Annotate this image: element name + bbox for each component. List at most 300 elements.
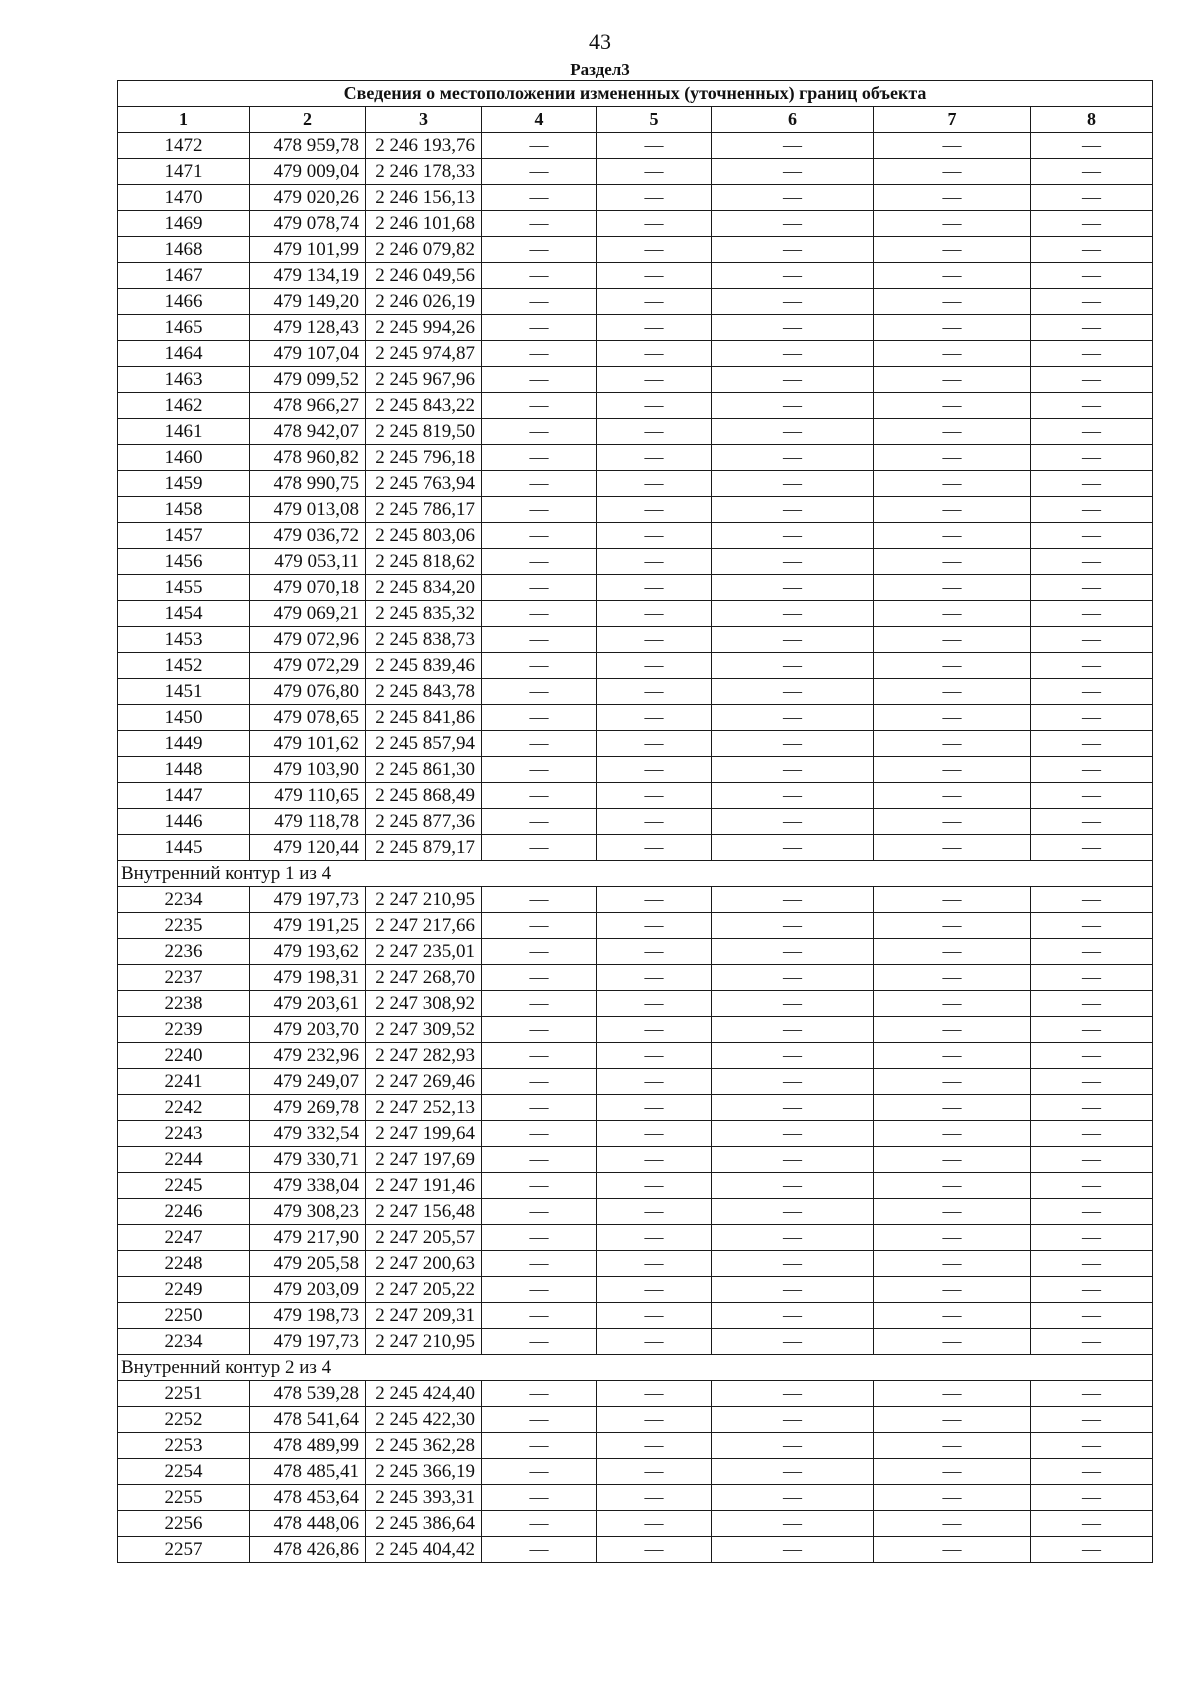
x-coordinate-cell: 479 269,78 [250,1095,366,1121]
empty-value-cell: — [597,1251,712,1277]
table-row [118,263,1153,289]
point-number-cell: 1456 [118,549,250,575]
table-row [118,367,1153,393]
x-coordinate-cell: 479 149,20 [250,289,366,315]
y-coordinate-cell: 2 247 268,70 [366,965,482,991]
empty-value-cell: — [482,705,597,731]
table-row [118,783,1153,809]
empty-value-cell: — [482,523,597,549]
empty-value-cell: — [597,783,712,809]
point-number-cell: 2234 [118,1329,250,1355]
y-coordinate-cell: 2 246 026,19 [366,289,482,315]
y-coordinate-cell: 2 246 156,13 [366,185,482,211]
x-coordinate-cell: 479 110,65 [250,783,366,809]
empty-value-cell: — [874,1121,1031,1147]
empty-value-cell: — [597,1043,712,1069]
column-header: 1 [118,107,250,133]
empty-value-cell: — [1031,289,1153,315]
empty-value-cell: — [1031,939,1153,965]
empty-value-cell: — [874,991,1031,1017]
empty-value-cell: — [597,1017,712,1043]
empty-value-cell: — [874,1329,1031,1355]
empty-value-cell: — [712,1511,874,1537]
table-title: Сведения о местоположении измененных (уточненных) границ объекта [118,81,1153,107]
empty-value-cell: — [874,471,1031,497]
x-coordinate-cell: 478 990,75 [250,471,366,497]
table-row [118,1225,1153,1251]
empty-value-cell: — [712,1095,874,1121]
x-coordinate-cell: 479 338,04 [250,1173,366,1199]
table-row [118,211,1153,237]
empty-value-cell: — [1031,1329,1153,1355]
empty-value-cell: — [597,1459,712,1485]
table-row [118,1407,1153,1433]
x-coordinate-cell: 479 198,73 [250,1303,366,1329]
table-row [118,679,1153,705]
empty-value-cell: — [482,549,597,575]
empty-value-cell: — [482,315,597,341]
contour-label: Внутренний контур 2 из 4 [118,1355,1153,1381]
empty-value-cell: — [482,601,597,627]
empty-value-cell: — [712,1485,874,1511]
empty-value-cell: — [874,757,1031,783]
point-number-cell: 1446 [118,809,250,835]
empty-value-cell: — [712,419,874,445]
empty-value-cell: — [597,757,712,783]
table-row [118,419,1153,445]
empty-value-cell: — [712,289,874,315]
empty-value-cell: — [874,809,1031,835]
point-number-cell: 1468 [118,237,250,263]
empty-value-cell: — [1031,1095,1153,1121]
table-row [118,809,1153,835]
empty-value-cell: — [1031,1069,1153,1095]
empty-value-cell: — [1031,1433,1153,1459]
x-coordinate-cell: 478 942,07 [250,419,366,445]
empty-value-cell: — [874,1043,1031,1069]
empty-value-cell: — [712,757,874,783]
empty-value-cell: — [712,185,874,211]
empty-value-cell: — [597,731,712,757]
empty-value-cell: — [597,367,712,393]
empty-value-cell: — [597,601,712,627]
x-coordinate-cell: 479 330,71 [250,1147,366,1173]
empty-value-cell: — [1031,1251,1153,1277]
empty-value-cell: — [597,1433,712,1459]
empty-value-cell: — [1031,809,1153,835]
empty-value-cell: — [1031,1199,1153,1225]
table-row [118,1277,1153,1303]
point-number-cell: 2256 [118,1511,250,1537]
empty-value-cell: — [482,1329,597,1355]
x-coordinate-cell: 478 959,78 [250,133,366,159]
point-number-cell: 1457 [118,523,250,549]
x-coordinate-cell: 479 191,25 [250,913,366,939]
empty-value-cell: — [712,991,874,1017]
empty-value-cell: — [1031,887,1153,913]
empty-value-cell: — [1031,1147,1153,1173]
empty-value-cell: — [874,159,1031,185]
empty-value-cell: — [712,133,874,159]
table-row [118,549,1153,575]
empty-value-cell: — [482,731,597,757]
empty-value-cell: — [874,315,1031,341]
x-coordinate-cell: 479 120,44 [250,835,366,861]
empty-value-cell: — [482,159,597,185]
empty-value-cell: — [874,705,1031,731]
empty-value-cell: — [1031,783,1153,809]
x-coordinate-cell: 479 099,52 [250,367,366,393]
empty-value-cell: — [874,523,1031,549]
empty-value-cell: — [1031,1277,1153,1303]
point-number-cell: 2238 [118,991,250,1017]
y-coordinate-cell: 2 247 156,48 [366,1199,482,1225]
empty-value-cell: — [874,1147,1031,1173]
point-number-cell: 2239 [118,1017,250,1043]
point-number-cell: 2257 [118,1537,250,1563]
empty-value-cell: — [597,835,712,861]
empty-value-cell: — [1031,991,1153,1017]
empty-value-cell: — [482,809,597,835]
empty-value-cell: — [597,939,712,965]
empty-value-cell: — [712,1017,874,1043]
column-header-row [118,107,1153,133]
empty-value-cell: — [482,133,597,159]
point-number-cell: 1450 [118,705,250,731]
empty-value-cell: — [597,549,712,575]
y-coordinate-cell: 2 247 197,69 [366,1147,482,1173]
empty-value-cell: — [712,159,874,185]
empty-value-cell: — [712,549,874,575]
empty-value-cell: — [874,913,1031,939]
empty-value-cell: — [1031,1407,1153,1433]
empty-value-cell: — [482,393,597,419]
empty-value-cell: — [874,835,1031,861]
empty-value-cell: — [1031,965,1153,991]
table-row [118,289,1153,315]
empty-value-cell: — [482,1121,597,1147]
empty-value-cell: — [874,497,1031,523]
table-row [118,159,1153,185]
y-coordinate-cell: 2 245 838,73 [366,627,482,653]
empty-value-cell: — [597,913,712,939]
empty-value-cell: — [874,367,1031,393]
table-row [118,1069,1153,1095]
empty-value-cell: — [874,1251,1031,1277]
empty-value-cell: — [597,445,712,471]
empty-value-cell: — [1031,471,1153,497]
empty-value-cell: — [597,159,712,185]
empty-value-cell: — [1031,705,1153,731]
empty-value-cell: — [597,887,712,913]
y-coordinate-cell: 2 245 819,50 [366,419,482,445]
empty-value-cell: — [482,445,597,471]
point-number-cell: 1471 [118,159,250,185]
empty-value-cell: — [712,939,874,965]
point-number-cell: 2253 [118,1433,250,1459]
y-coordinate-cell: 2 245 818,62 [366,549,482,575]
empty-value-cell: — [1031,315,1153,341]
y-coordinate-cell: 2 245 843,22 [366,393,482,419]
empty-value-cell: — [597,991,712,1017]
empty-value-cell: — [712,601,874,627]
empty-value-cell: — [874,1225,1031,1251]
y-coordinate-cell: 2 246 101,68 [366,211,482,237]
table-title-row [118,81,1153,107]
y-coordinate-cell: 2 245 861,30 [366,757,482,783]
empty-value-cell: — [874,1381,1031,1407]
x-coordinate-cell: 478 448,06 [250,1511,366,1537]
empty-value-cell: — [597,965,712,991]
empty-value-cell: — [1031,627,1153,653]
y-coordinate-cell: 2 246 049,56 [366,263,482,289]
empty-value-cell: — [712,1381,874,1407]
point-number-cell: 2255 [118,1485,250,1511]
empty-value-cell: — [597,1277,712,1303]
x-coordinate-cell: 479 036,72 [250,523,366,549]
y-coordinate-cell: 2 245 422,30 [366,1407,482,1433]
empty-value-cell: — [712,341,874,367]
y-coordinate-cell: 2 245 835,32 [366,601,482,627]
empty-value-cell: — [482,1147,597,1173]
empty-value-cell: — [1031,835,1153,861]
table-row [118,1199,1153,1225]
point-number-cell: 1461 [118,419,250,445]
empty-value-cell: — [597,185,712,211]
point-number-cell: 2242 [118,1095,250,1121]
empty-value-cell: — [712,783,874,809]
empty-value-cell: — [597,627,712,653]
empty-value-cell: — [597,653,712,679]
empty-value-cell: — [597,1173,712,1199]
x-coordinate-cell: 479 078,65 [250,705,366,731]
empty-value-cell: — [1031,523,1153,549]
empty-value-cell: — [482,939,597,965]
table-row [118,991,1153,1017]
empty-value-cell: — [597,1537,712,1563]
contour-row [118,1355,1153,1381]
empty-value-cell: — [1031,679,1153,705]
point-number-cell: 1469 [118,211,250,237]
point-number-cell: 2251 [118,1381,250,1407]
empty-value-cell: — [482,1017,597,1043]
y-coordinate-cell: 2 247 308,92 [366,991,482,1017]
point-number-cell: 1459 [118,471,250,497]
empty-value-cell: — [482,887,597,913]
empty-value-cell: — [1031,263,1153,289]
empty-value-cell: — [597,289,712,315]
x-coordinate-cell: 479 009,04 [250,159,366,185]
empty-value-cell: — [874,1095,1031,1121]
x-coordinate-cell: 479 193,62 [250,939,366,965]
x-coordinate-cell: 479 103,90 [250,757,366,783]
empty-value-cell: — [874,1407,1031,1433]
empty-value-cell: — [597,809,712,835]
x-coordinate-cell: 479 217,90 [250,1225,366,1251]
empty-value-cell: — [482,679,597,705]
empty-value-cell: — [482,471,597,497]
column-header: 6 [712,107,874,133]
table-row [118,1017,1153,1043]
empty-value-cell: — [482,497,597,523]
empty-value-cell: — [874,1433,1031,1459]
y-coordinate-cell: 2 245 803,06 [366,523,482,549]
point-number-cell: 1465 [118,315,250,341]
empty-value-cell: — [482,1433,597,1459]
empty-value-cell: — [482,211,597,237]
empty-value-cell: — [874,445,1031,471]
empty-value-cell: — [1031,601,1153,627]
table-row [118,1537,1153,1563]
table-row [118,133,1153,159]
empty-value-cell: — [482,965,597,991]
empty-value-cell: — [712,731,874,757]
contour-label: Внутренний контур 1 из 4 [118,861,1153,887]
point-number-cell: 1454 [118,601,250,627]
x-coordinate-cell: 478 966,27 [250,393,366,419]
x-coordinate-cell: 479 249,07 [250,1069,366,1095]
empty-value-cell: — [482,627,597,653]
x-coordinate-cell: 479 232,96 [250,1043,366,1069]
x-coordinate-cell: 479 332,54 [250,1121,366,1147]
empty-value-cell: — [597,263,712,289]
table-row [118,601,1153,627]
y-coordinate-cell: 2 245 393,31 [366,1485,482,1511]
point-number-cell: 2245 [118,1173,250,1199]
point-number-cell: 1466 [118,289,250,315]
empty-value-cell: — [1031,1121,1153,1147]
empty-value-cell: — [874,341,1031,367]
y-coordinate-cell: 2 247 235,01 [366,939,482,965]
empty-value-cell: — [482,991,597,1017]
column-header: 2 [250,107,366,133]
empty-value-cell: — [1031,731,1153,757]
coordinates-table [117,80,1153,1563]
empty-value-cell: — [874,1017,1031,1043]
x-coordinate-cell: 479 134,19 [250,263,366,289]
empty-value-cell: — [482,367,597,393]
point-number-cell: 1453 [118,627,250,653]
empty-value-cell: — [712,523,874,549]
x-coordinate-cell: 479 107,04 [250,341,366,367]
empty-value-cell: — [874,679,1031,705]
empty-value-cell: — [482,289,597,315]
y-coordinate-cell: 2 246 079,82 [366,237,482,263]
x-coordinate-cell: 479 101,99 [250,237,366,263]
empty-value-cell: — [1031,549,1153,575]
empty-value-cell: — [597,1381,712,1407]
y-coordinate-cell: 2 245 877,36 [366,809,482,835]
empty-value-cell: — [712,1433,874,1459]
empty-value-cell: — [874,653,1031,679]
column-header: 8 [1031,107,1153,133]
table-row [118,1459,1153,1485]
empty-value-cell: — [482,1511,597,1537]
empty-value-cell: — [482,185,597,211]
table-row [118,1381,1153,1407]
empty-value-cell: — [712,315,874,341]
x-coordinate-cell: 479 128,43 [250,315,366,341]
empty-value-cell: — [874,965,1031,991]
empty-value-cell: — [597,419,712,445]
empty-value-cell: — [874,575,1031,601]
empty-value-cell: — [712,497,874,523]
y-coordinate-cell: 2 245 839,46 [366,653,482,679]
table-row [118,523,1153,549]
y-coordinate-cell: 2 245 763,94 [366,471,482,497]
table-row [118,1433,1153,1459]
y-coordinate-cell: 2 245 841,86 [366,705,482,731]
empty-value-cell: — [874,263,1031,289]
empty-value-cell: — [712,237,874,263]
point-number-cell: 1448 [118,757,250,783]
empty-value-cell: — [597,1147,712,1173]
empty-value-cell: — [1031,653,1153,679]
x-coordinate-cell: 479 197,73 [250,1329,366,1355]
point-number-cell: 2234 [118,887,250,913]
empty-value-cell: — [712,835,874,861]
empty-value-cell: — [874,887,1031,913]
empty-value-cell: — [712,1329,874,1355]
y-coordinate-cell: 2 245 386,64 [366,1511,482,1537]
point-number-cell: 1445 [118,835,250,861]
empty-value-cell: — [712,887,874,913]
empty-value-cell: — [712,1069,874,1095]
table-row [118,1251,1153,1277]
empty-value-cell: — [482,653,597,679]
empty-value-cell: — [874,1173,1031,1199]
empty-value-cell: — [712,913,874,939]
empty-value-cell: — [874,1199,1031,1225]
table-row [118,1095,1153,1121]
empty-value-cell: — [712,445,874,471]
point-number-cell: 1462 [118,393,250,419]
point-number-cell: 2237 [118,965,250,991]
empty-value-cell: — [597,1121,712,1147]
y-coordinate-cell: 2 246 178,33 [366,159,482,185]
empty-value-cell: — [597,1199,712,1225]
x-coordinate-cell: 479 020,26 [250,185,366,211]
point-number-cell: 2252 [118,1407,250,1433]
table-row [118,939,1153,965]
empty-value-cell: — [1031,445,1153,471]
table-row [118,757,1153,783]
table-row [118,1303,1153,1329]
empty-value-cell: — [874,549,1031,575]
empty-value-cell: — [1031,1043,1153,1069]
empty-value-cell: — [482,1173,597,1199]
point-number-cell: 2246 [118,1199,250,1225]
y-coordinate-cell: 2 247 252,13 [366,1095,482,1121]
table-row [118,445,1153,471]
empty-value-cell: — [874,731,1031,757]
empty-value-cell: — [482,1485,597,1511]
empty-value-cell: — [597,1225,712,1251]
empty-value-cell: — [597,679,712,705]
x-coordinate-cell: 479 070,18 [250,575,366,601]
empty-value-cell: — [1031,133,1153,159]
point-number-cell: 1470 [118,185,250,211]
empty-value-cell: — [1031,1173,1153,1199]
table-row [118,965,1153,991]
table-row [118,497,1153,523]
y-coordinate-cell: 2 245 834,20 [366,575,482,601]
empty-value-cell: — [482,419,597,445]
y-coordinate-cell: 2 245 843,78 [366,679,482,705]
y-coordinate-cell: 2 245 362,28 [366,1433,482,1459]
x-coordinate-cell: 479 076,80 [250,679,366,705]
x-coordinate-cell: 478 539,28 [250,1381,366,1407]
